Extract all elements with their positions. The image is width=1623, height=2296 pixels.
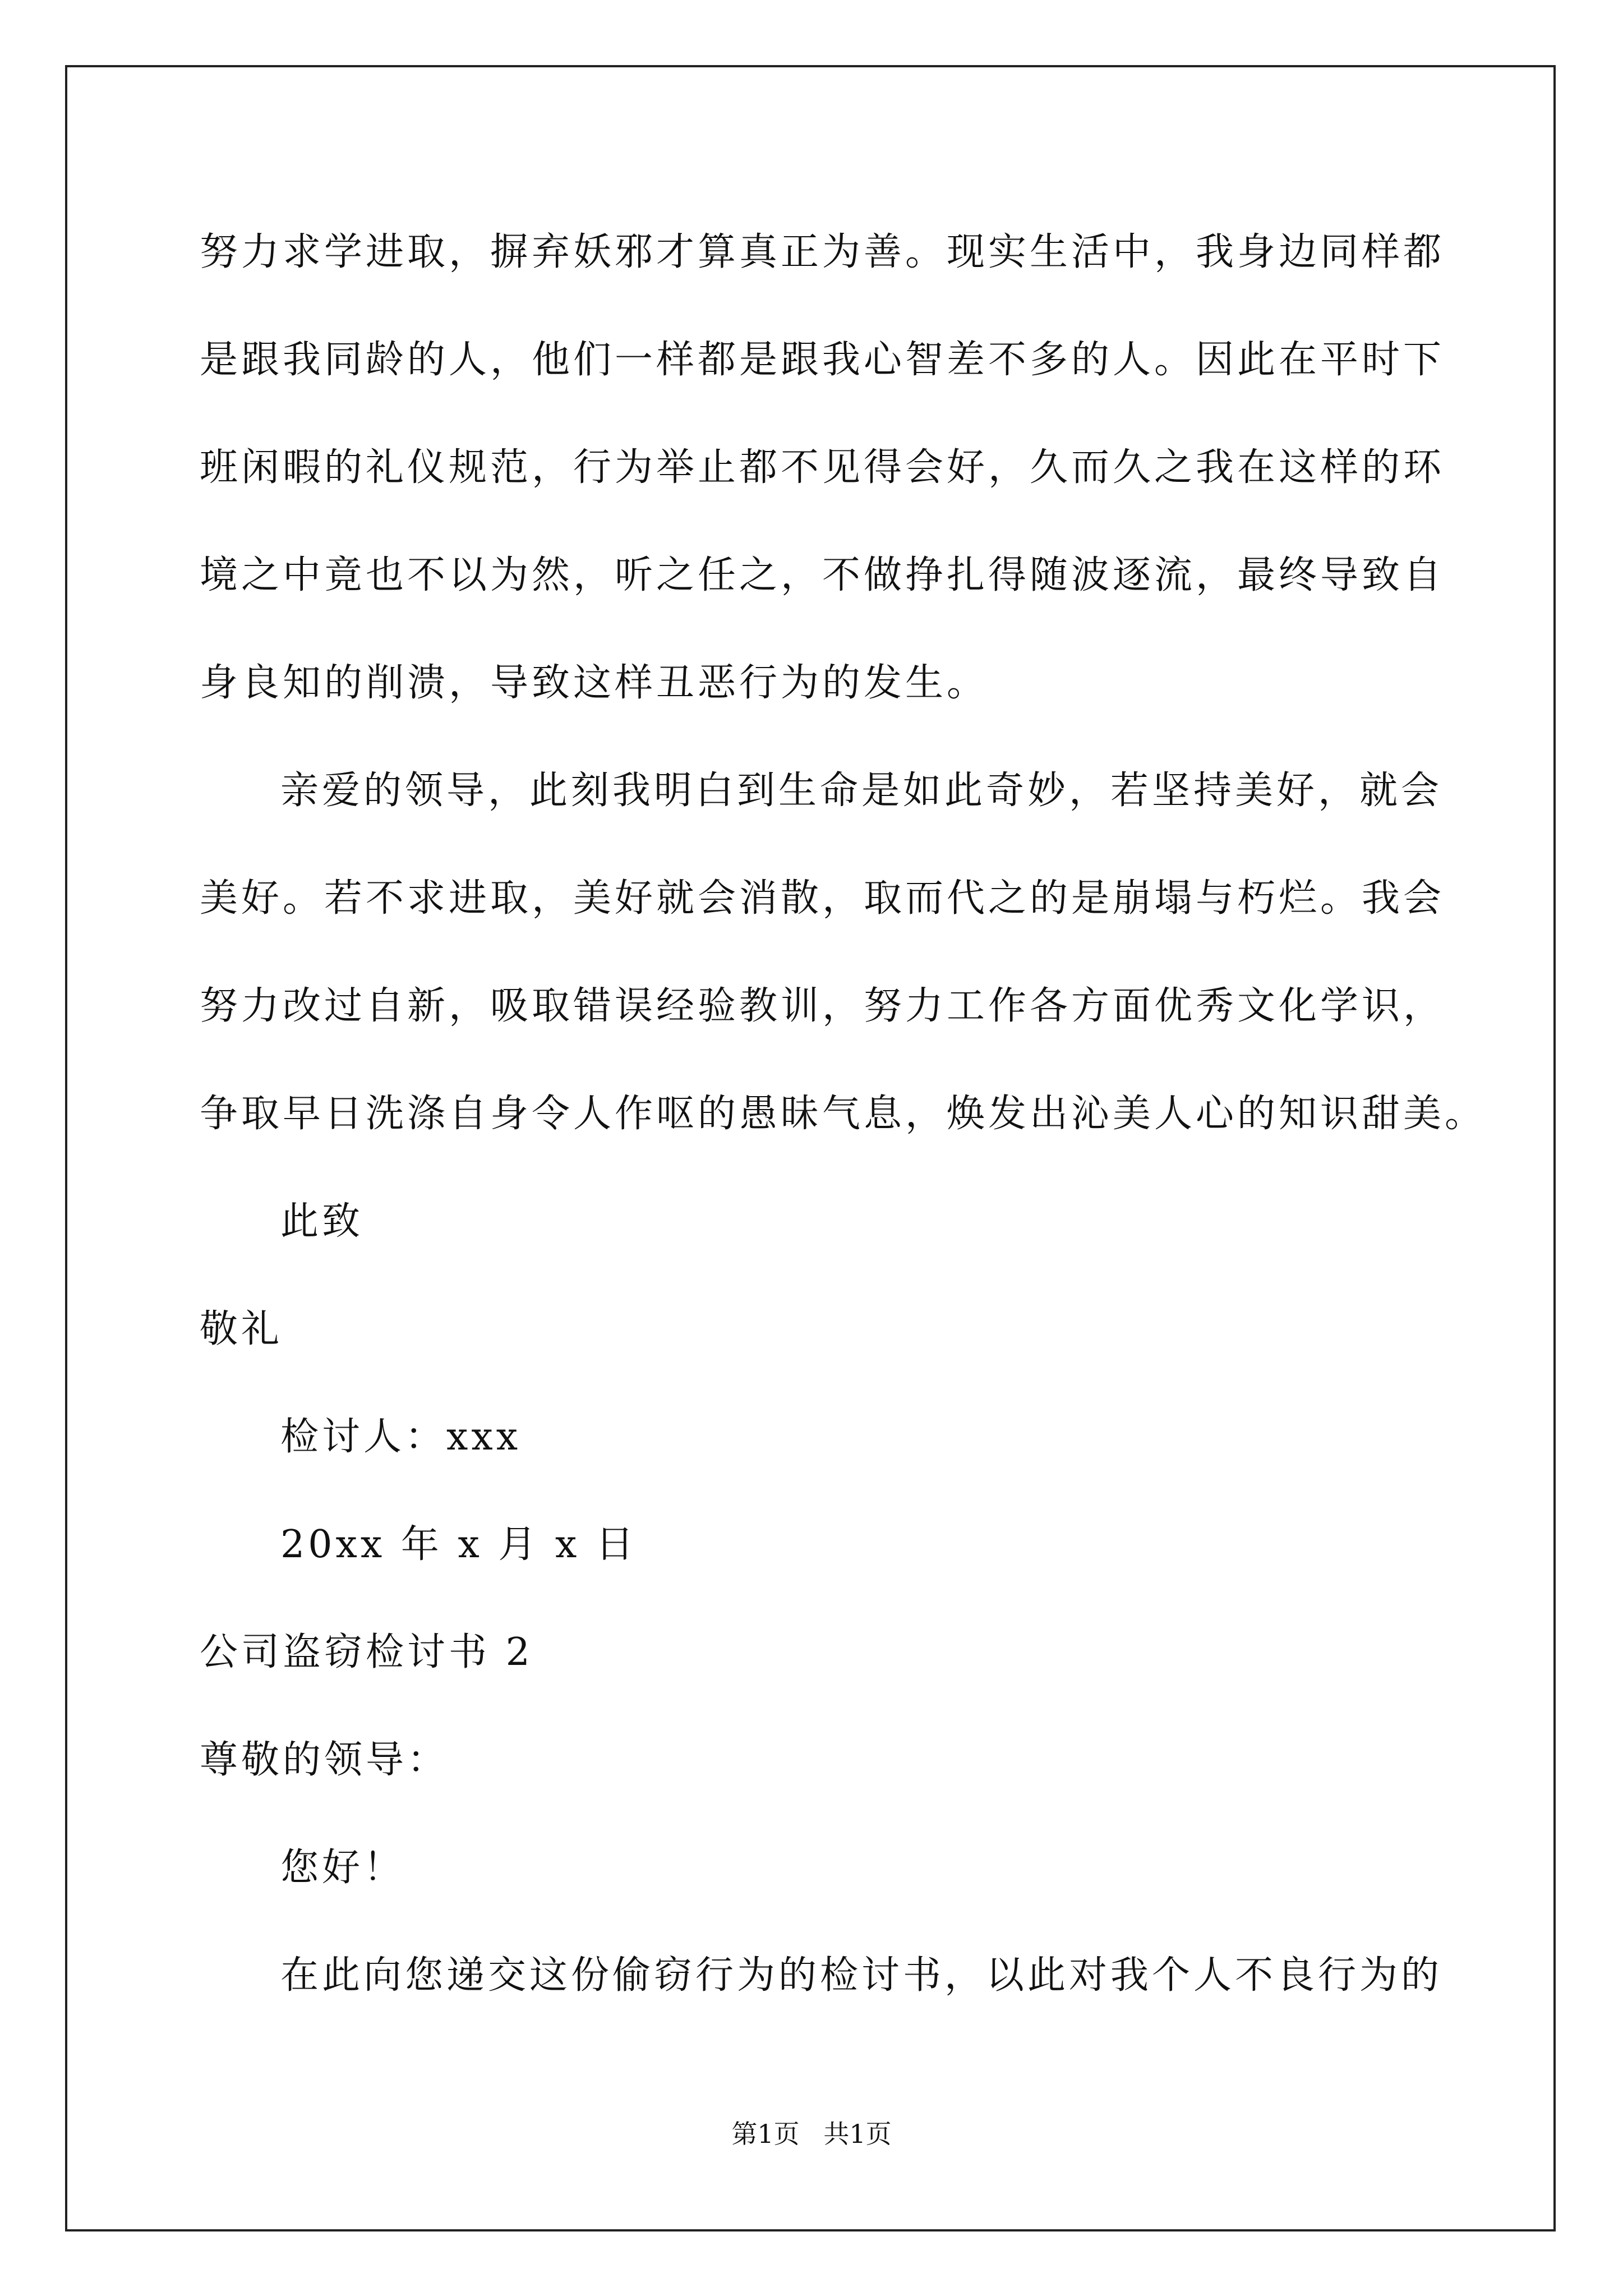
signer-line: 检讨人：xxx: [280, 1415, 522, 1459]
page-total-label: 共1页: [823, 2119, 892, 2149]
body-line-last: 在此向您递交这份偷窃行为的检讨书，以此对我个人不良行为的: [280, 1953, 1443, 1998]
closing-salutation: 此致: [280, 1199, 364, 1244]
page-border: [65, 65, 1556, 2231]
page-footer: [0, 2117, 1623, 2151]
body-line-2: 是跟我同龄的人，他们一样都是跟我心智差不多的人。因此在平时下: [200, 338, 1445, 382]
page-current-label: 第1页: [731, 2119, 800, 2149]
body-line-7: 美好。若不求进取，美好就会消散，取而代之的是崩塌与朽烂。我会: [200, 876, 1445, 921]
date-line: 20xx 年 x 月 x 日: [280, 1522, 638, 1567]
body-line-8: 努力改过自新，吸取错误经验教训，努力工作各方面优秀文化学识，: [200, 984, 1445, 1028]
greeting-recipient: 尊敬的领导：: [200, 1738, 449, 1782]
body-line-3: 班闲暇的礼仪规范，行为举止都不见得会好，久而久之我在这样的环: [200, 445, 1445, 490]
body-line-9: 争取早日洗涤自身令人作呕的愚昧气息，焕发出沁美人心的知识甜美。: [200, 1092, 1487, 1136]
section-title: 公司盗窃检讨书 2: [200, 1630, 533, 1674]
body-line-4: 境之中竟也不以为然，听之任之，不做挣扎得随波逐流，最终导致自: [200, 553, 1445, 597]
body-line-5: 身良知的削溃，导致这样丑恶行为的发生。: [200, 661, 989, 705]
body-line-6: 亲爱的领导，此刻我明白到生命是如此奇妙，若坚持美好，就会: [280, 769, 1443, 813]
greeting-hello: 您好！: [280, 1846, 405, 1890]
closing-regards: 敬礼: [200, 1307, 283, 1351]
body-line-1: 努力求学进取，摒弃妖邪才算真正为善。现实生活中，我身边同样都: [200, 230, 1445, 274]
